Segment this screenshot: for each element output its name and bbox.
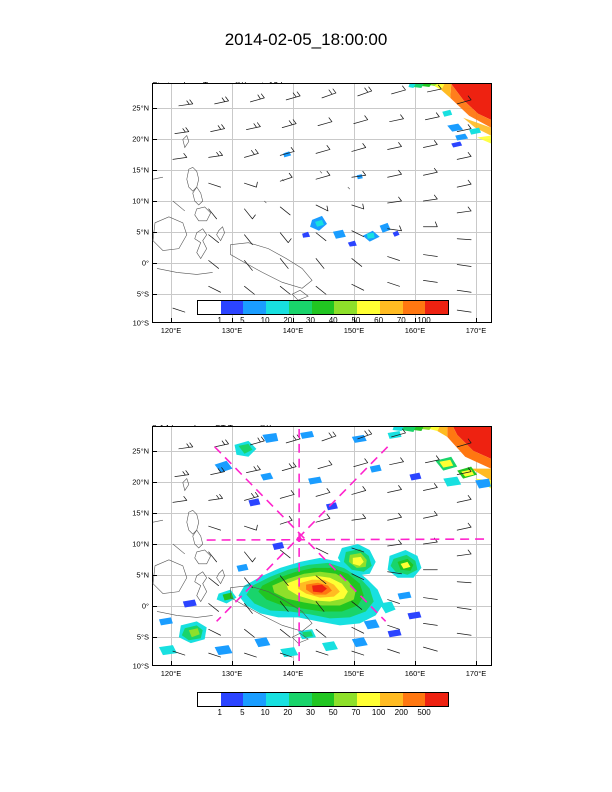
colorbar-tick: 5 — [240, 316, 245, 325]
y-tick-label: 20°N — [132, 477, 149, 487]
x-tick-label: 120°E — [160, 326, 182, 335]
y-tick-label: 20°N — [132, 134, 149, 144]
x-tick-label: 170°E — [465, 326, 487, 335]
y-tick-label: 0° — [141, 601, 149, 611]
y-tick-label: 10°S — [132, 661, 149, 671]
colorbar-tick: 20 — [283, 316, 293, 325]
y-tick-label: 5°N — [136, 570, 149, 580]
colorbar-tick: 30 — [306, 708, 315, 717]
colorbar-tick: 500 — [417, 708, 431, 717]
x-tick-label: 140°E — [282, 669, 304, 678]
x-tick-label: 130°E — [221, 326, 243, 335]
x-tick-label: 150°E — [343, 326, 365, 335]
map-graphics-2 — [153, 427, 491, 665]
colorbar-1-labels — [197, 316, 447, 328]
colorbar-tick: 70 — [396, 316, 406, 325]
colorbar-tick: 100 — [371, 708, 386, 717]
wind-barbs-2 — [173, 429, 471, 657]
x-tick-label: 170°E — [465, 669, 487, 678]
y-tick-label: 10°N — [132, 539, 149, 549]
map-graphics-1 — [153, 84, 491, 322]
colorbar-tick: 50 — [351, 316, 361, 325]
x-tick-label: 130°E — [221, 669, 243, 678]
y-tick-label: 15°N — [132, 165, 149, 175]
colorbar-tick: 70 — [351, 708, 361, 717]
colorbar-tick: 30 — [306, 316, 315, 325]
tracer-field-2 — [159, 427, 491, 657]
colorbar-1 — [197, 300, 449, 315]
colorbar-tick: 200 — [394, 708, 408, 717]
y-tick-label: 0° — [141, 258, 149, 268]
x-tick-label: 160°E — [404, 669, 426, 678]
x-tick-label: 140°E — [282, 326, 304, 335]
y-tick-label: 25°N — [132, 446, 149, 456]
colorbar-tick: 5 — [240, 708, 245, 717]
wind-barbs-1 — [173, 85, 471, 314]
y-tick-label: 5°S — [136, 632, 149, 642]
y-tick-label: 15°N — [132, 508, 149, 518]
colorbar-tick: 60 — [374, 316, 384, 325]
colorbar-2 — [197, 692, 449, 707]
tracer-field-1 — [283, 84, 491, 247]
y-tick-label: 10°S — [132, 318, 149, 328]
cross-section-center-marker — [297, 536, 302, 541]
colorbar-tick: 100 — [417, 316, 431, 325]
colorbar-tick: 50 — [328, 708, 338, 717]
map-plot-area-2 — [132, 426, 492, 678]
y-tick-label: 5°S — [136, 289, 149, 299]
y-tick-label: 5°N — [136, 227, 149, 237]
colorbar-2-labels — [197, 708, 447, 720]
colorbar-tick: 10 — [260, 708, 270, 717]
y-tick-label: 25°N — [132, 103, 149, 113]
y-tick-label: 10°N — [132, 196, 149, 206]
x-tick-label: 150°E — [343, 669, 365, 678]
colorbar-tick: 40 — [328, 316, 338, 325]
colorbar-tick: 10 — [260, 316, 270, 325]
colorbar-tick: 20 — [283, 708, 293, 717]
colorbar-tick: 1 — [217, 316, 222, 325]
map-plot-area-1 — [132, 83, 492, 335]
x-tick-label: 160°E — [404, 326, 426, 335]
page-title: 2014-02-05_18:00:00 — [224, 30, 388, 49]
x-tick-label: 120°E — [160, 669, 182, 678]
colorbar-tick: 1 — [217, 708, 222, 717]
coastlines-2 — [153, 479, 312, 644]
